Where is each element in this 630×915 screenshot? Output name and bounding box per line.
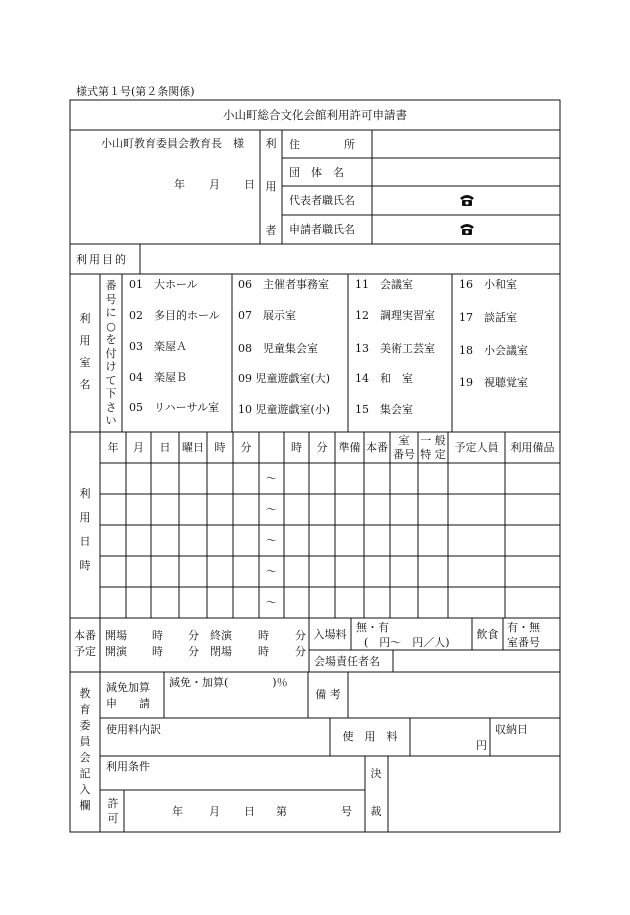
date-day[interactable]: 日 xyxy=(244,178,255,191)
header-prep: 準備 xyxy=(338,441,361,454)
food-label: 飲食 xyxy=(476,628,499,641)
schedule-side-2: 用 xyxy=(79,511,91,524)
yen-unit: 円 xyxy=(476,739,487,752)
instruction-char: に xyxy=(105,306,117,319)
header-equipment: 利用備品 xyxy=(510,441,555,454)
room-10[interactable]: 10 児童遊戯室(小) xyxy=(238,403,331,416)
manager-field[interactable] xyxy=(393,650,560,672)
permit-label-1: 許 xyxy=(107,797,119,810)
office-side-char: 欄 xyxy=(79,799,91,812)
room-12[interactable]: 12 調理実習室 xyxy=(355,309,435,322)
applicant-side-1: 利 xyxy=(265,137,277,150)
instruction-char: を xyxy=(105,333,117,346)
reduction-application-2: 申 請 xyxy=(106,697,150,710)
rooms-side-1: 利 xyxy=(79,312,91,325)
instruction-char: さ xyxy=(105,400,117,414)
room-11[interactable]: 11 会議室 xyxy=(355,278,413,291)
admission-choice[interactable]: 無・有 xyxy=(356,621,389,634)
manager-label: 会場責任者名 xyxy=(314,655,380,668)
instruction-char: て xyxy=(105,373,117,387)
close-minute: 分 xyxy=(295,645,306,658)
group-field[interactable] xyxy=(372,158,560,186)
rooms-side-2: 用 xyxy=(79,334,91,347)
opening-minute: 分 xyxy=(188,629,199,642)
remarks-label: 備 考 xyxy=(315,688,341,701)
food-choice[interactable]: 有・無 xyxy=(507,621,540,634)
close-label: 閉場 xyxy=(210,645,232,658)
group-label: 団 体 名 xyxy=(289,166,344,179)
office-side-label xyxy=(78,688,92,816)
instruction-char: 号 xyxy=(105,292,117,306)
header-main: 本番 xyxy=(366,441,388,454)
end-minute: 分 xyxy=(295,629,306,642)
phone-icon xyxy=(459,222,475,236)
permit-number-suffix: 号 xyxy=(341,805,352,818)
admission-label: 入場料 xyxy=(313,628,347,641)
schedule-side-1: 利 xyxy=(79,487,91,500)
office-side-char: 会 xyxy=(79,751,91,764)
header-room-no-2: 番号 xyxy=(393,448,415,461)
room-06[interactable]: 06 主催者事務室 xyxy=(238,278,329,291)
room-01[interactable]: 01 大ホール xyxy=(129,278,198,291)
instruction-char: け xyxy=(105,360,117,373)
reduction-application-1: 減免加算 xyxy=(106,681,150,694)
food-room-no[interactable]: 室番号 xyxy=(507,636,540,649)
room-05[interactable]: 05 リハーサル室 xyxy=(129,401,220,414)
room-instruction xyxy=(104,280,118,429)
schedule-tilde: ～ xyxy=(266,472,277,485)
reduction-rate[interactable]: 減免・加算( )％ xyxy=(169,676,288,689)
header-category-1: 一 般 xyxy=(420,434,446,447)
room-09[interactable]: 09 児童遊戯室(大) xyxy=(238,372,331,385)
decision-label-2: 裁 xyxy=(370,805,382,818)
header-room-no-1: 室 xyxy=(398,434,410,447)
office-side-char: 委 xyxy=(79,719,91,732)
performance-side-1: 本番 xyxy=(74,629,96,642)
instruction-char: ○ xyxy=(106,319,116,333)
header-minute: 分 xyxy=(240,441,252,454)
header-minute-end: 分 xyxy=(316,441,328,454)
schedule-tilde: ～ xyxy=(266,565,277,578)
instruction-char: 付 xyxy=(105,346,117,360)
purpose-label: 利用目的 xyxy=(76,253,128,266)
address-field[interactable] xyxy=(372,130,560,158)
instruction-char: 下 xyxy=(105,387,117,400)
start-minute: 分 xyxy=(188,645,199,658)
header-day: 日 xyxy=(159,441,171,454)
header-hour: 時 xyxy=(214,441,226,454)
header-month: 月 xyxy=(133,441,144,454)
rooms-side-4: 名 xyxy=(79,378,91,391)
phone-icon xyxy=(459,193,475,207)
schedule-tilde: ～ xyxy=(266,534,277,547)
room-17[interactable]: 17 談話室 xyxy=(459,311,517,324)
form-title: 小山町総合文化会館利用許可申請書 xyxy=(223,108,407,122)
date-month[interactable]: 月 xyxy=(209,178,220,191)
schedule-tilde: ～ xyxy=(266,503,277,516)
office-side-char: 育 xyxy=(79,703,91,716)
requester-label: 申請者職氏名 xyxy=(289,223,355,236)
header-category-2: 特 定 xyxy=(420,448,446,461)
room-02[interactable]: 02 多目的ホール xyxy=(129,309,220,322)
office-side-char: 入 xyxy=(79,783,91,796)
room-18[interactable]: 18 小会議室 xyxy=(459,344,528,357)
room-04[interactable]: 04 楽屋Ｂ xyxy=(129,371,187,384)
performance-side-2: 予定 xyxy=(74,645,96,658)
room-13[interactable]: 13 美術工芸室 xyxy=(355,342,435,355)
office-side-char: 教 xyxy=(79,687,91,700)
office-side-char: 員 xyxy=(79,735,91,748)
admission-range[interactable]: ( 円～ 円／人) xyxy=(364,636,450,649)
room-07[interactable]: 07 展示室 xyxy=(238,309,296,322)
applicant-side-3: 者 xyxy=(265,224,277,237)
end-label: 終演 xyxy=(210,629,232,642)
fee-label: 使 用 料 xyxy=(342,730,398,743)
date-year[interactable]: 年 xyxy=(174,178,185,191)
close-hour: 時 xyxy=(258,645,269,658)
room-08[interactable]: 08 児童集会室 xyxy=(238,342,318,355)
schedule-side-4: 時 xyxy=(79,559,91,572)
permit-number-prefix: 第 xyxy=(276,805,287,818)
permit-day: 日 xyxy=(244,805,255,818)
header-weekday: 曜日 xyxy=(182,441,204,454)
opening-label: 開場 xyxy=(105,629,127,642)
header-people: 予定人員 xyxy=(454,441,499,454)
header-hour-end: 時 xyxy=(291,441,302,454)
room-16[interactable]: 16 小和室 xyxy=(459,278,517,291)
start-label: 開演 xyxy=(105,645,127,658)
address-label: 住 所 xyxy=(289,138,355,151)
office-side-char: 記 xyxy=(79,767,91,780)
schedule-tilde: ～ xyxy=(266,596,277,609)
room-03[interactable]: 03 楽屋Ａ xyxy=(129,340,187,353)
remarks-field[interactable] xyxy=(348,672,560,718)
decision-label-1: 決 xyxy=(370,767,382,780)
representative-label: 代表者職氏名 xyxy=(289,194,355,207)
fee-breakdown-label: 使用料内訳 xyxy=(106,723,161,736)
decision-stamp-field[interactable] xyxy=(388,756,560,832)
permit-year: 年 xyxy=(172,805,183,818)
permit-label-2: 可 xyxy=(107,812,119,825)
receipt-date-label: 収納日 xyxy=(495,723,528,736)
start-hour: 時 xyxy=(152,645,163,658)
instruction-char: い xyxy=(105,414,117,427)
instruction-char: 番 xyxy=(105,279,117,292)
schedule-side-3: 日 xyxy=(79,535,91,548)
room-14[interactable]: 14 和 室 xyxy=(355,372,413,385)
addressee: 小山町教育委員会教育長 様 xyxy=(101,137,244,150)
end-hour: 時 xyxy=(258,629,269,642)
conditions-label: 利用条件 xyxy=(106,760,150,773)
room-15[interactable]: 15 集会室 xyxy=(355,403,413,416)
rooms-side-3: 室 xyxy=(79,356,91,369)
permit-month: 月 xyxy=(209,805,220,818)
applicant-side-2: 用 xyxy=(265,180,277,193)
opening-hour: 時 xyxy=(152,629,163,642)
room-19[interactable]: 19 視聴覚室 xyxy=(459,376,528,389)
purpose-field[interactable] xyxy=(140,244,560,274)
header-year: 年 xyxy=(107,441,119,454)
form-number: 様式第１号(第２条関係) xyxy=(76,85,195,98)
